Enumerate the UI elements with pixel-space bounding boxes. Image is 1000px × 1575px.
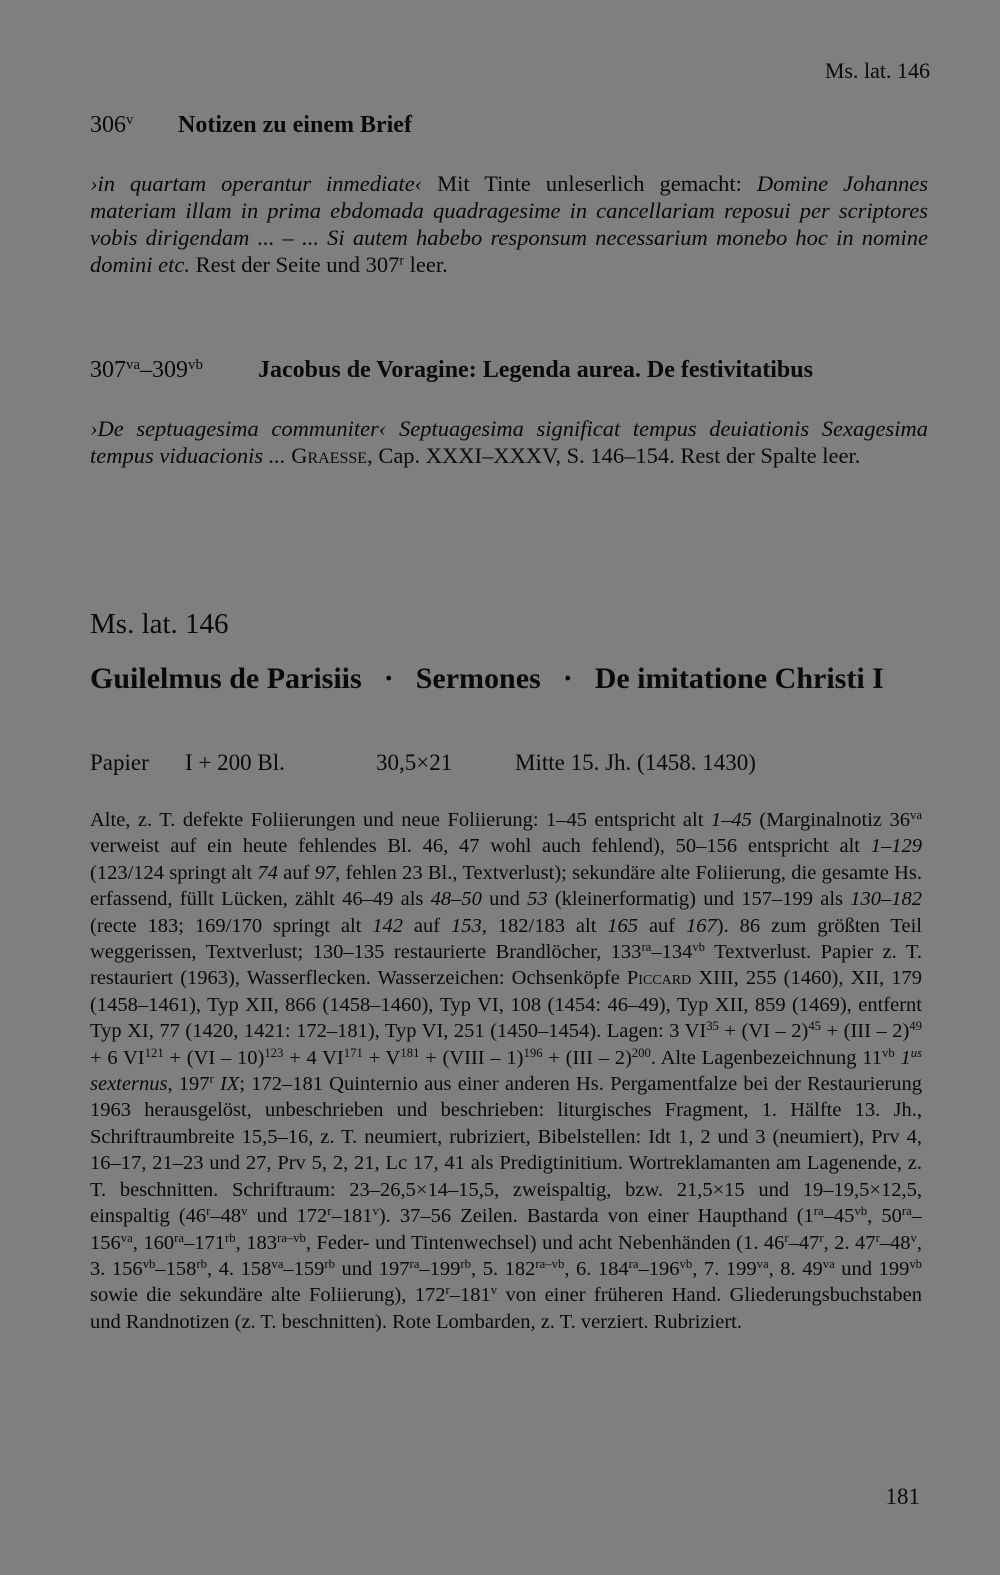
description-segment: , 5. 182 (471, 1257, 536, 1280)
description-segment: va (756, 1256, 769, 1271)
description-segment: auf (638, 914, 687, 937)
description-segment: vb (142, 1256, 156, 1271)
description-segment: IX (219, 1073, 240, 1096)
incipit: ›in quartam operantur inmediate‹ (90, 171, 423, 196)
description-segment: Alte, z. T. defekte Foliierungen und neue Foliierung: 1–45 entspricht alt (90, 809, 711, 831)
description-segment: 130–182 (850, 888, 923, 911)
description-segment: va (271, 1256, 284, 1271)
description-segment: 1 (900, 1046, 911, 1069)
description-segment: 167 (686, 914, 717, 937)
section-heading-306v (90, 112, 412, 139)
description-segment: ra (813, 1204, 824, 1219)
description-segment: 1–45 (710, 809, 752, 831)
description-segment: + 6 VI (90, 1046, 145, 1069)
description-segment: rb (196, 1256, 207, 1271)
description-segment: ). 86 zum größten Teil weggerissen, Textverlust; 130–135 restaurierte Brandlöcher, 133 (90, 914, 922, 964)
description-segment: –158 (155, 1257, 197, 1280)
description-segment: 165 (607, 914, 639, 937)
description-segment: , 8. 49 (768, 1257, 823, 1280)
description-segment: und 199 (834, 1257, 910, 1280)
title-separator: · (383, 662, 394, 695)
description-segment: 49 (909, 1019, 922, 1034)
description-segment: . Alte Lagenbezeichnung 11 (650, 1046, 882, 1069)
description-segment: 45 (808, 1019, 822, 1034)
description-segment: v (490, 1283, 498, 1298)
description-segment: vb (854, 1204, 868, 1219)
description-segment: us (910, 1045, 923, 1060)
description-segment: –48 (879, 1231, 911, 1254)
description-segment: XIII, 255 (1460), XII, 179 (1458–1461), Typ XII, 866 (1458–1460), Typ VI, 108 (1454: 46–49), Typ XII, 859 (1469), entfernt Typ XI, 77 (1420, 1421: 172–181), Typ VI, 251 (1450–1454). Lagen: 3 VI (90, 967, 922, 1043)
description-segment: r (327, 1204, 332, 1219)
description-segment: 53 (527, 888, 548, 911)
description-segment: 1–129 (870, 835, 922, 858)
description-segment: –196 (638, 1257, 680, 1280)
description-segment: Textverlust. Papier z. T. restauriert (1963), Wasserflecken. Wasserzeichen: Ochsenköpfe (90, 941, 922, 990)
section-title: Notizen zu einem Brief (178, 112, 412, 138)
description-segment: auf (277, 861, 315, 884)
description-segment: rb (225, 1230, 236, 1245)
description-segment: , fehlen 23 Bl., Textverlust); sekundäre alte Foliierung, die gesamte Hs. erfassend, füllt Lücken, zählt 46–49 als (90, 861, 922, 911)
running-header: Ms. lat. 146 (824, 58, 930, 83)
reference-author: Graesse (291, 443, 368, 468)
description-segment: ). 37–56 Zeilen. Bastarda von einer Haupthand (1 (378, 1205, 814, 1228)
material: Papier (90, 750, 149, 775)
description-segment: v (241, 1204, 248, 1219)
manuscript-shelfmark: Ms. lat. 146 (90, 608, 229, 640)
description-segment: (Marginalnotiz 36 (751, 809, 911, 831)
description-segment: –156 (90, 1205, 922, 1254)
date: Mitte 15. Jh. (1458. 1430) (515, 750, 756, 775)
description-segment: verweist auf ein heute fehlendes Bl. 46, 47 wohl auch fehlend), 50–156 entspricht alt (90, 835, 871, 858)
description-segment: , 197 (167, 1073, 210, 1096)
description-segment: –159 (283, 1257, 325, 1280)
description-segment: ra (641, 940, 652, 955)
section-title: Jacobus de Voragine: Legenda aurea. De festivitatibus (258, 357, 813, 383)
description-segment: von einer früheren Hand. Gliederungsbuchstaben und Randnotizen (z. T. beschnitten). Rote Lombarden, z. T. verziert. Rubriziert. (90, 1284, 923, 1333)
description-segment: und 197 (334, 1257, 410, 1280)
page-number: 181 (885, 1484, 920, 1509)
description-segment: ra–vb (535, 1256, 565, 1271)
description-segment: 171 (343, 1045, 363, 1060)
section-body-307va: ›De septuagesima communiter‹ Septuagesima significat tempus deuiationis Sexagesima tempus viduacionis ... Graesse, Cap. XXXI–XXXV, S. 146–154. Rest der Spalte leer. (90, 416, 928, 468)
description-segment: 153 (451, 914, 482, 937)
leaf-count: I + 200 Bl. (185, 750, 285, 775)
description-segment: r (875, 1230, 880, 1245)
description-segment: –199 (419, 1257, 461, 1280)
description-segment: Piccard (626, 967, 692, 990)
description-segment: (123/124 springt alt (90, 861, 258, 884)
description-segment: 123 (264, 1045, 284, 1060)
description-segment: + (III – 2) (542, 1046, 632, 1069)
description-segment: (kleinerformatig) und 157–199 als (547, 888, 851, 911)
description-segment: –47 (788, 1231, 820, 1254)
description-segment: , 160 (132, 1231, 175, 1254)
description-segment: rb (460, 1256, 472, 1271)
description-segment: 35 (706, 1019, 719, 1034)
description-segment: ra (409, 1256, 420, 1271)
description-segment: 121 (144, 1045, 164, 1060)
description-segment: + (VI – 10) (163, 1046, 265, 1069)
description-segment: vb (692, 940, 706, 955)
description-segment: , 7. 199 (692, 1257, 757, 1280)
section-heading-307va-309vb (90, 357, 813, 384)
folio-range: 306$^v$ (90, 111, 134, 138)
description-segment: , 50 (867, 1205, 902, 1228)
description-segment: , 183 (235, 1231, 277, 1254)
description-segment: –48 (210, 1205, 242, 1228)
description-segment: , 6. 184 (564, 1257, 629, 1280)
description-segment: + (III – 2) (821, 1020, 910, 1043)
description-segment: vb (909, 1256, 923, 1271)
description-segment: + V (362, 1046, 401, 1069)
description-segment: 142 (372, 914, 404, 937)
description-segment: + (VI – 2) (718, 1020, 809, 1043)
description-segment: , Feder- und Tintenwechsel) und acht Nebenhänden (1. 46 (305, 1231, 785, 1254)
description-segment: ra–vb (276, 1230, 306, 1245)
description-segment: (recte 183; 169/170 springt alt (90, 914, 373, 937)
description-segment: ra (174, 1230, 184, 1245)
description-segment: sexternus (90, 1073, 168, 1096)
latin-quote: ›De septuagesima communiter‹ Septuagesima significat tempus deuiationis Sexagesima tempus viduacionis ... (90, 416, 928, 468)
description-segment: r (819, 1230, 824, 1245)
description-segment: 181 (400, 1045, 420, 1060)
description-segment: –181 (449, 1284, 491, 1307)
description-segment: , 182/183 alt (481, 914, 608, 937)
description-segment: rb (324, 1256, 335, 1271)
manuscript-title: Guilelmus de Parisiis · Sermones · De imitatione Christi I (90, 662, 884, 695)
description-segment: v (910, 1230, 917, 1245)
description-segment: 196 (523, 1045, 543, 1060)
description-segment: v (372, 1204, 379, 1219)
description-segment: r (784, 1230, 789, 1245)
description-segment: , 3. 156 (90, 1231, 923, 1280)
description-segment: auf (403, 914, 452, 937)
latin-quote: Domine Johannes materiam illam in prima ebdomada quadragesime in cancellariam reposui per scriptores vobis dirigendam ... – ... Si autem habebo responsum necessarium monebo hoc in nomine domini etc. (90, 171, 928, 277)
description-segment: ra (628, 1256, 639, 1271)
description-segment: ra (901, 1204, 912, 1219)
description-segment: vb (882, 1045, 895, 1060)
description-segment: , 2. 47 (823, 1231, 876, 1254)
description-segment: 74 (257, 861, 278, 884)
description-segment: sowie die sekundäre alte Foliierung), 172 (90, 1284, 446, 1307)
description-segment: r (445, 1283, 450, 1298)
description-segment: 48–50 (430, 888, 482, 911)
description-segment: , 4. 158 (206, 1257, 272, 1280)
description-segment: + (VIII – 1) (419, 1046, 524, 1069)
description-segment: + 4 VI (283, 1046, 344, 1069)
description-segment: r (209, 1072, 214, 1087)
description-segment: –45 (823, 1205, 855, 1228)
description-segment: ; 172–181 Quinternio aus einer anderen Hs. Pergamentfalze bei der Restaurierung 1963 herausgelöst, unbeschrieben und beschrieben: liturgisches Fragment, 1. Hälfte 13. Jh., Schriftraumbreite 15,5–16, z. T. neumiert, rubriziert, Bibelstellen: Idt 1, 2 und 3 (neumiert), Prv 4, 16–17, 21–23 und 27, Prv 5, 2, 21, Lc 17, 41 als Predigtinitium. Wortreklamanten am Lagenende, z. T. beschnitten. Schriftraum: 23–26,5×14–15,5, zweispaltig, bzw. 21,5×15 und 19–19,5×12,5, einspaltig (46 (90, 1073, 922, 1228)
dimensions: 30,5×21 (376, 750, 453, 775)
description-segment: –171 (184, 1231, 225, 1254)
description-segment: 97 (314, 861, 336, 884)
description-segment: va (910, 808, 923, 823)
codicological-description (90, 807, 922, 1335)
title-separator: · (562, 662, 573, 695)
description-segment: 200 (631, 1045, 651, 1060)
description-segment: va (120, 1230, 133, 1245)
description-segment: und 172 (247, 1205, 328, 1228)
description-segment: va (822, 1256, 835, 1271)
description-segment: und (481, 888, 528, 911)
section-body-306v: ›in quartam operantur inmediate‹ Mit Tinte unleserlich gemacht: Domine Johannes materiam illam in prima ebdomada quadragesime in cancellariam reposui per scriptores vobis dirigendam ... – ... Si autem habebo responsum necessarium monebo hoc in nomine domini etc. Rest der Seite und 307$^r$ leer. (90, 171, 928, 277)
description-segment: –134 (651, 941, 693, 964)
folio-range: $307^{va}-309^{vb}$ (90, 356, 203, 383)
description-segment: vb (679, 1256, 693, 1271)
description-segment: r (206, 1204, 211, 1219)
description-segment: –181 (331, 1205, 373, 1228)
